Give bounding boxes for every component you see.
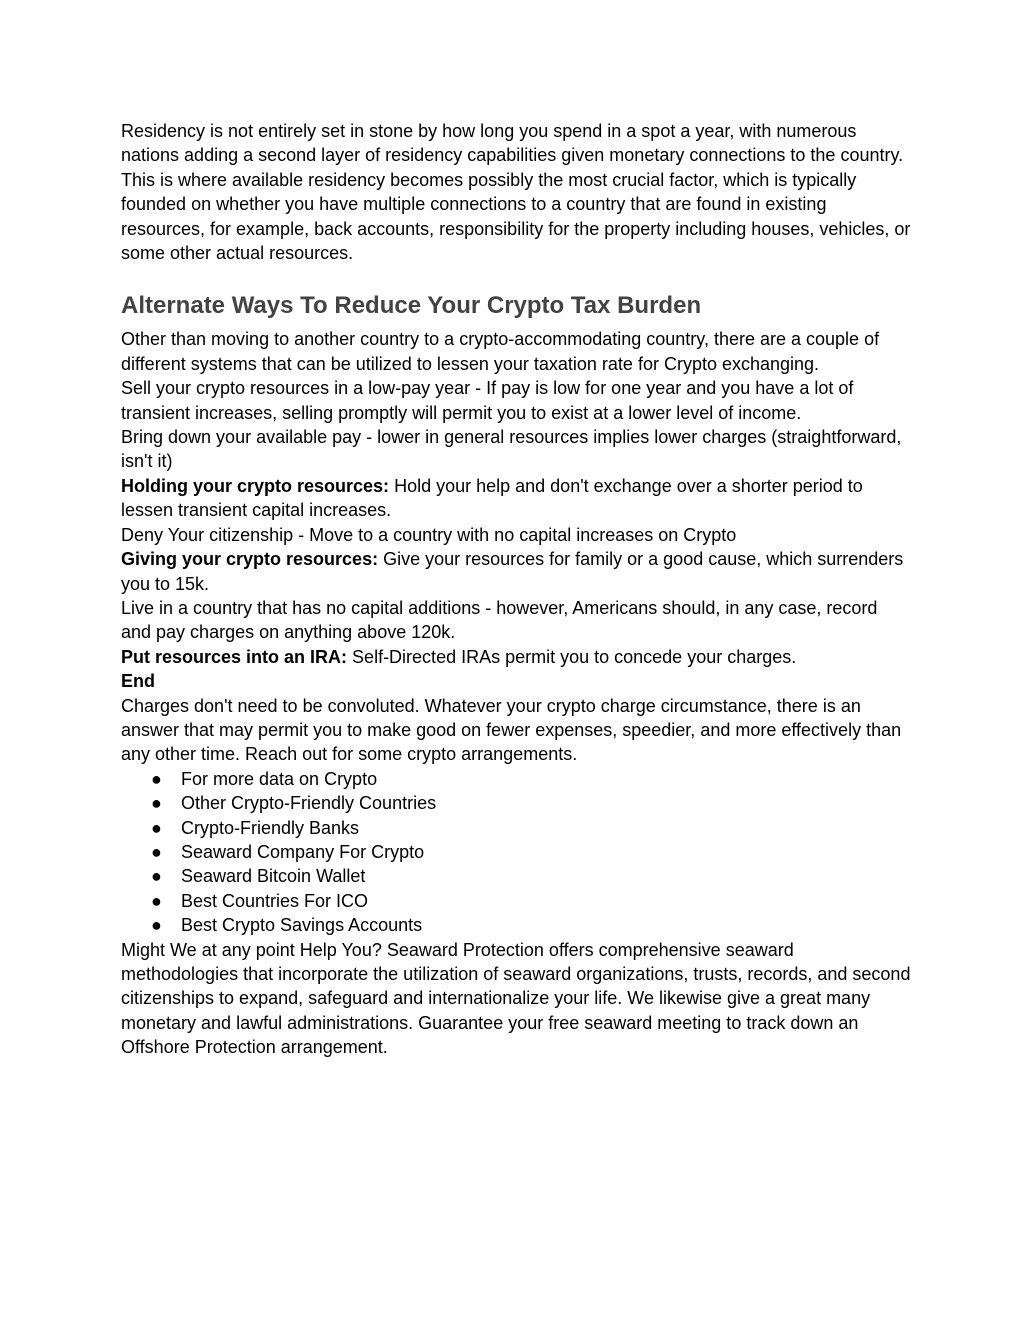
intro-paragraph-1: Residency is not entirely set in stone by how long you spend in a spot a year, with numerous nations adding a second layer of residency capabilities given monetary connections to the country. xyxy=(121,121,904,166)
end-label: End xyxy=(121,671,155,692)
holding-label: Holding your crypto resources: xyxy=(121,475,390,496)
list-item[interactable] xyxy=(121,767,911,791)
bullet-icon: ● xyxy=(151,841,162,862)
link-list xyxy=(121,767,911,938)
list-item[interactable] xyxy=(121,889,911,913)
giving-text: Give your resources for family or a good cause, which surrenders you to 15k. xyxy=(121,549,904,594)
holding-paragraph xyxy=(121,474,911,523)
list-item-label: Best Countries For ICO xyxy=(181,890,369,911)
list-item[interactable] xyxy=(121,816,911,840)
section-paragraph-9: Charges don't need to be convoluted. Whatever your crypto charge circumstance, there is an answer that may permit you to make good on fewer expenses, speedier, and more effectively than any other time. Reach out for some crypto arrangements. xyxy=(121,695,902,765)
bullet-icon: ● xyxy=(151,817,162,838)
section-paragraph-3: Bring down your available pay - lower in general resources implies lower charges (straightforward, isn't it) xyxy=(121,427,902,472)
bullet-icon: ● xyxy=(151,866,162,887)
list-item-label: For more data on Crypto xyxy=(181,768,378,789)
list-item-label: Best Crypto Savings Accounts xyxy=(181,915,423,936)
ira-label: Put resources into an IRA: xyxy=(121,646,348,667)
bullet-icon: ● xyxy=(151,915,162,936)
list-item-label: Seaward Company For Crypto xyxy=(181,841,425,862)
document-page xyxy=(121,119,911,1060)
section-heading: Alternate Ways To Reduce Your Crypto Tax Burden xyxy=(121,292,702,320)
closing-paragraph: Might We at any point Help You? Seaward Protection offers comprehensive seaward methodologies that incorporate the utilization of seaward organizations, trusts, records, and second citizenships to expand, safeguard and internationalize your life. We likewise give a great many monetary and lawful administrations. Guarantee your free seaward meeting to track down an Offshore Protection arrangement. xyxy=(121,939,911,1058)
holding-text: Hold your help and don't exchange over a shorter period to lessen transient capital increases. xyxy=(121,475,863,521)
list-item[interactable] xyxy=(121,840,911,864)
list-item-label: Other Crypto-Friendly Countries xyxy=(181,793,437,814)
list-item[interactable] xyxy=(121,791,911,815)
section-paragraph-5: Deny Your citizenship - Move to a country with no capital increases on Crypto xyxy=(121,524,737,545)
section-paragraph-2: Sell your crypto resources in a low-pay year - If pay is low for one year and you have a lot of transient increases, selling promptly will permit you to exist at a lower level of income. xyxy=(121,378,854,423)
intro-paragraph-2: This is where available residency becomes possibly the most crucial factor, which is typically founded on whether you have multiple connections to a country that are found in existing resources, for example, back accounts, responsibility for the property including houses, vehicles, or some other actual resources. xyxy=(121,169,911,264)
bullet-icon: ● xyxy=(151,793,162,814)
list-item[interactable] xyxy=(121,913,911,937)
bullet-icon: ● xyxy=(151,890,162,911)
section-paragraph-1: Other than moving to another country to a crypto-accommodating country, there are a couple of different systems that can be utilized to lessen your taxation rate for Crypto exchanging. xyxy=(121,329,880,374)
ira-paragraph xyxy=(121,645,911,669)
giving-paragraph xyxy=(121,547,911,596)
giving-label: Giving your crypto resources: xyxy=(121,549,379,570)
list-item[interactable] xyxy=(121,864,911,888)
ira-text: Self-Directed IRAs permit you to concede your charges. xyxy=(347,646,797,667)
bullet-icon: ● xyxy=(151,768,162,789)
list-item-label: Seaward Bitcoin Wallet xyxy=(181,866,366,887)
section-paragraph-7: Live in a country that has no capital additions - however, Americans should, in any case, record and pay charges on anything above 120k. xyxy=(121,597,878,643)
list-item-label: Crypto-Friendly Banks xyxy=(181,817,360,838)
